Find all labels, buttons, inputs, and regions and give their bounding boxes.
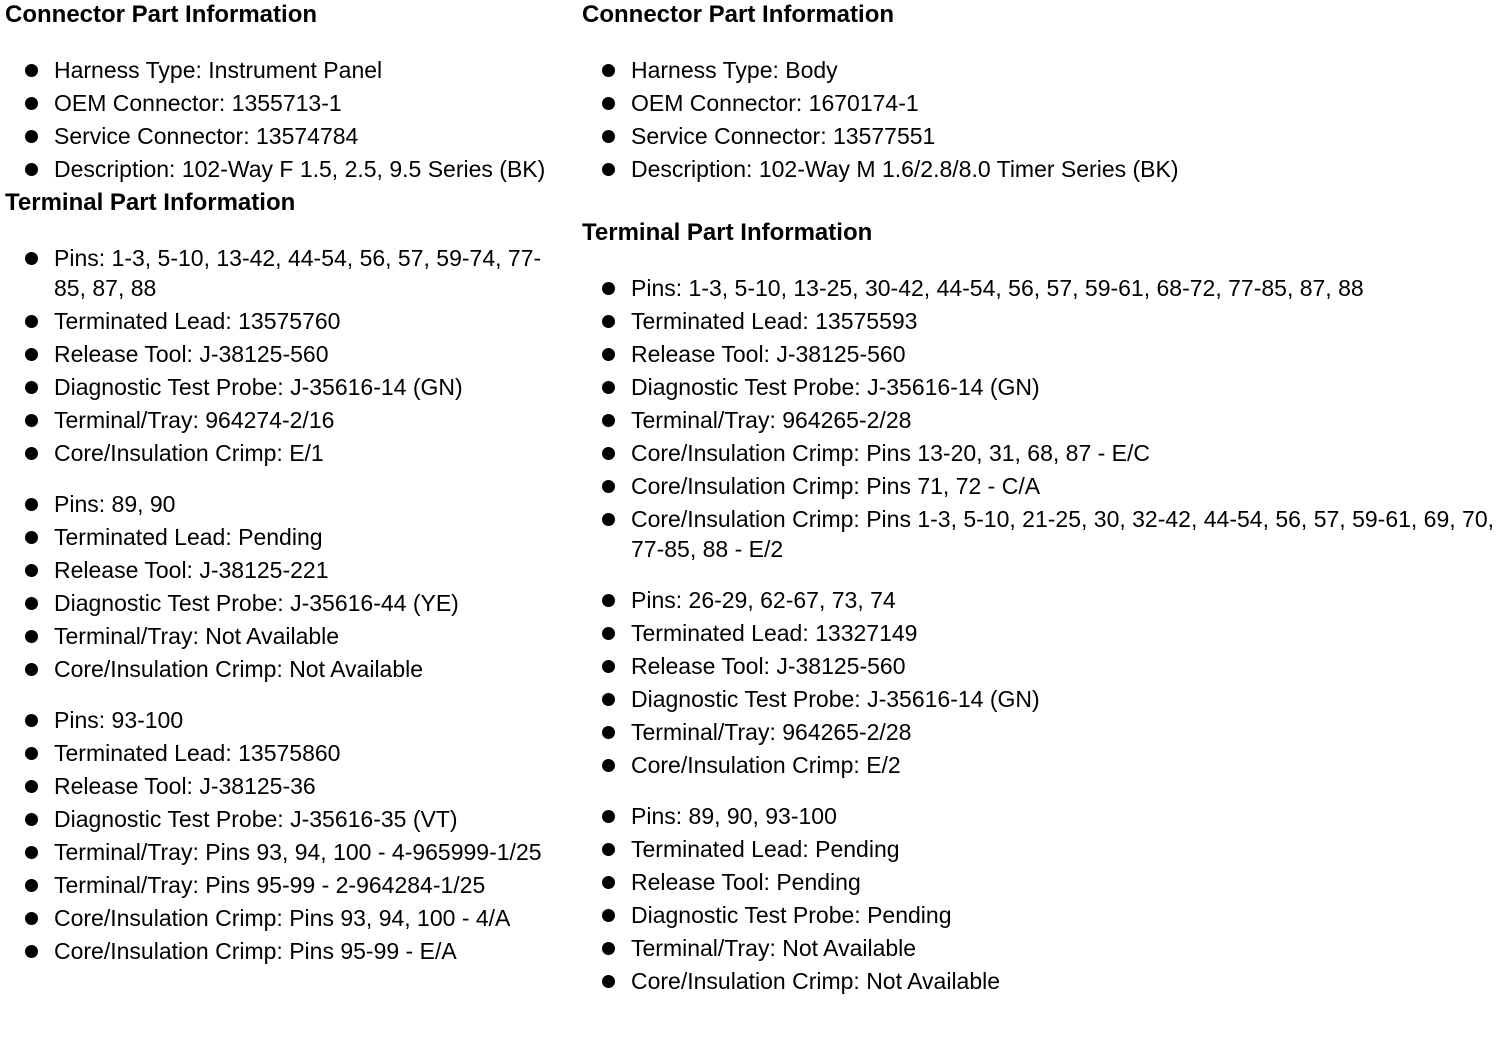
list-item: Core/Insulation Crimp: E/2: [582, 750, 1500, 780]
list-item: Description: 102-Way F 1.5, 2.5, 9.5 Series (BK): [5, 154, 570, 184]
terminal-group-1: [5, 243, 570, 468]
bullet-icon: [25, 714, 38, 727]
bullet-icon: [602, 759, 615, 772]
bullet-icon: [602, 513, 615, 526]
list-item: Pins: 26-29, 62-67, 73, 74: [582, 585, 1500, 615]
list-item: Terminated Lead: 13575760: [5, 306, 570, 336]
list-item: Diagnostic Test Probe: J-35616-44 (YE): [5, 588, 570, 618]
list-item: Release Tool: J-38125-560: [5, 339, 570, 369]
connector-info-list: [5, 55, 570, 184]
list-item: Terminal/Tray: Pins 95-99 - 2-964284-1/25: [5, 870, 570, 900]
list-item: Description: 102-Way M 1.6/2.8/8.0 Timer Series (BK): [582, 154, 1500, 184]
bullet-icon: [602, 414, 615, 427]
connector-part-title: Connector Part Information: [582, 1, 895, 28]
bullet-icon: [25, 663, 38, 676]
bullet-icon: [602, 909, 615, 922]
terminal-group-3: [582, 801, 1500, 996]
terminal-part-title: Terminal Part Information: [582, 219, 873, 246]
list-item: Terminal/Tray: 964274-2/16: [5, 405, 570, 435]
bullet-icon: [25, 597, 38, 610]
bullet-icon: [602, 594, 615, 607]
bullet-icon: [602, 480, 615, 493]
list-item: Diagnostic Test Probe: J-35616-35 (VT): [5, 804, 570, 834]
list-item: Harness Type: Body: [582, 55, 1500, 85]
bullet-icon: [602, 810, 615, 823]
bullet-icon: [25, 945, 38, 958]
list-item: OEM Connector: 1670174-1: [582, 88, 1500, 118]
list-item: Core/Insulation Crimp: Not Available: [5, 654, 570, 684]
bullet-icon: [25, 813, 38, 826]
bullet-icon: [25, 447, 38, 460]
list-item: Release Tool: J-38125-560: [582, 339, 1500, 369]
list-item: Service Connector: 13574784: [5, 121, 570, 151]
bullet-icon: [602, 163, 615, 176]
connector-info-list: [582, 55, 1500, 184]
bullet-icon: [602, 315, 615, 328]
bullet-icon: [25, 315, 38, 328]
bullet-icon: [25, 564, 38, 577]
right-column: [582, 0, 1500, 999]
bullet-icon: [602, 97, 615, 110]
bullet-icon: [25, 414, 38, 427]
list-item: Diagnostic Test Probe: J-35616-14 (GN): [582, 372, 1500, 402]
bullet-icon: [25, 498, 38, 511]
list-item: Terminated Lead: Pending: [582, 834, 1500, 864]
list-item: Terminated Lead: 13575860: [5, 738, 570, 768]
list-item: Pins: 1-3, 5-10, 13-25, 30-42, 44-54, 56, 57, 59-61, 68-72, 77-85, 87, 88: [582, 273, 1500, 303]
bullet-icon: [602, 660, 615, 673]
terminal-group-1: [582, 273, 1500, 564]
bullet-icon: [602, 64, 615, 77]
bullet-icon: [25, 747, 38, 760]
list-item: Service Connector: 13577551: [582, 121, 1500, 151]
bullet-icon: [602, 726, 615, 739]
list-item: Core/Insulation Crimp: Pins 95-99 - E/A: [5, 936, 570, 966]
bullet-icon: [25, 381, 38, 394]
list-item: Core/Insulation Crimp: Pins 13-20, 31, 68, 87 - E/C: [582, 438, 1500, 468]
bullet-icon: [25, 531, 38, 544]
bullet-icon: [602, 975, 615, 988]
left-column: [5, 0, 570, 969]
bullet-icon: [602, 843, 615, 856]
terminal-group-3: [5, 705, 570, 966]
list-item: Terminated Lead: 13575593: [582, 306, 1500, 336]
terminal-group-2: [5, 489, 570, 684]
list-item: Diagnostic Test Probe: J-35616-14 (GN): [5, 372, 570, 402]
list-item: Pins: 93-100: [5, 705, 570, 735]
list-item: Release Tool: Pending: [582, 867, 1500, 897]
bullet-icon: [25, 130, 38, 143]
bullet-icon: [602, 447, 615, 460]
bullet-icon: [602, 627, 615, 640]
bullet-icon: [602, 381, 615, 394]
terminal-group-2: [582, 585, 1500, 780]
bullet-icon: [25, 252, 38, 265]
list-item: Release Tool: J-38125-221: [5, 555, 570, 585]
bullet-icon: [25, 846, 38, 859]
list-item: Terminal/Tray: Pins 93, 94, 100 - 4-965999-1/25: [5, 837, 570, 867]
list-item: Terminal/Tray: 964265-2/28: [582, 717, 1500, 747]
list-item: Core/Insulation Crimp: Pins 1-3, 5-10, 21-25, 30, 32-42, 44-54, 56, 57, 59-61, 69, 70, 77-85, 88 - E/2: [582, 504, 1500, 564]
list-item: Diagnostic Test Probe: J-35616-14 (GN): [582, 684, 1500, 714]
list-item: Pins: 89, 90: [5, 489, 570, 519]
connector-part-title: Connector Part Information: [5, 1, 318, 28]
list-item: Core/Insulation Crimp: E/1: [5, 438, 570, 468]
list-item: Terminal/Tray: 964265-2/28: [582, 405, 1500, 435]
bullet-icon: [602, 282, 615, 295]
bullet-icon: [25, 163, 38, 176]
list-item: Pins: 1-3, 5-10, 13-42, 44-54, 56, 57, 59-74, 77-85, 87, 88: [5, 243, 570, 303]
list-item: Core/Insulation Crimp: Not Available: [582, 966, 1500, 996]
list-item: OEM Connector: 1355713-1: [5, 88, 570, 118]
bullet-icon: [602, 130, 615, 143]
bullet-icon: [602, 693, 615, 706]
bullet-icon: [25, 97, 38, 110]
list-item: Terminated Lead: Pending: [5, 522, 570, 552]
list-item: Release Tool: J-38125-36: [5, 771, 570, 801]
terminal-part-title: Terminal Part Information: [5, 189, 296, 216]
bullet-icon: [602, 876, 615, 889]
bullet-icon: [602, 942, 615, 955]
list-item: Terminal/Tray: Not Available: [5, 621, 570, 651]
list-item: Terminal/Tray: Not Available: [582, 933, 1500, 963]
list-item: Core/Insulation Crimp: Pins 93, 94, 100 - 4/A: [5, 903, 570, 933]
list-item: Core/Insulation Crimp: Pins 71, 72 - C/A: [582, 471, 1500, 501]
list-item: Harness Type: Instrument Panel: [5, 55, 570, 85]
bullet-icon: [25, 912, 38, 925]
list-item: Release Tool: J-38125-560: [582, 651, 1500, 681]
list-item: Pins: 89, 90, 93-100: [582, 801, 1500, 831]
list-item: Diagnostic Test Probe: Pending: [582, 900, 1500, 930]
bullet-icon: [25, 780, 38, 793]
bullet-icon: [602, 348, 615, 361]
bullet-icon: [25, 879, 38, 892]
bullet-icon: [25, 64, 38, 77]
bullet-icon: [25, 348, 38, 361]
bullet-icon: [25, 630, 38, 643]
list-item: Terminated Lead: 13327149: [582, 618, 1500, 648]
